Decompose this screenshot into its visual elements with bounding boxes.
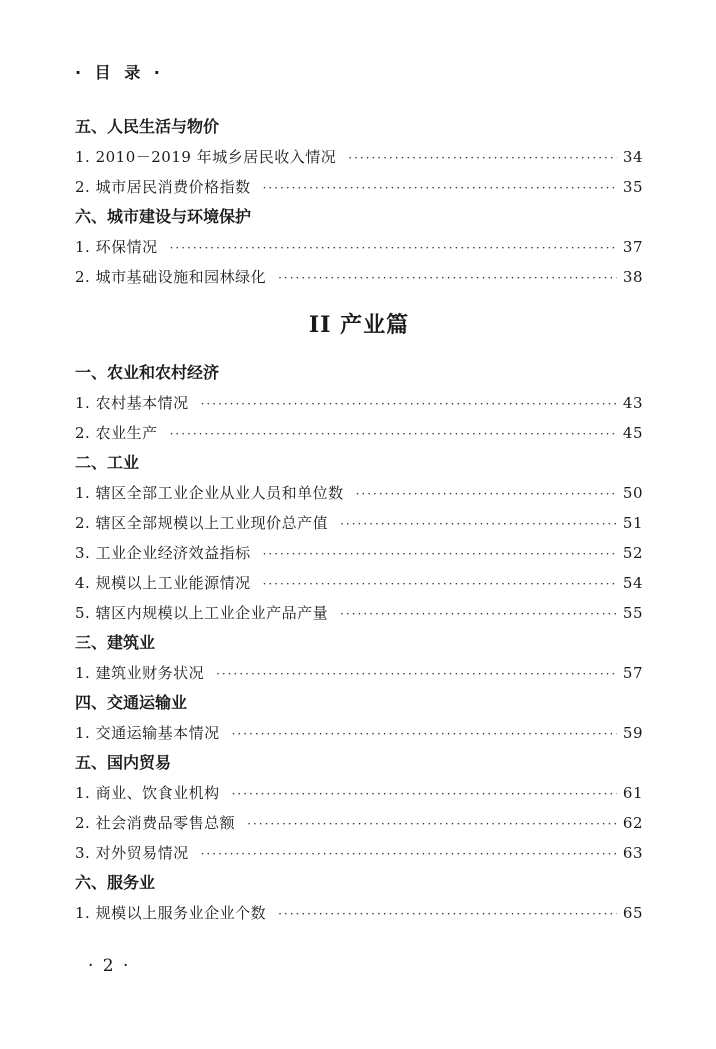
running-header: · 目 录 · xyxy=(75,63,164,82)
toc-entry-page: 61 xyxy=(622,784,643,802)
toc-entry-title: 2. 农业生产 xyxy=(75,424,158,442)
toc-entry[interactable] xyxy=(75,142,643,172)
toc-entry-page: 52 xyxy=(622,544,643,562)
toc-entry[interactable] xyxy=(75,388,643,418)
toc-entry-page: 63 xyxy=(622,844,643,862)
toc-entry-page: 50 xyxy=(622,484,643,502)
toc-entry-page: 65 xyxy=(622,904,643,922)
leader-dots xyxy=(232,779,617,809)
toc-groups-top xyxy=(75,112,643,292)
section-title: 五、人民生活与物价 xyxy=(75,117,220,136)
toc-entry[interactable] xyxy=(75,418,643,448)
leader-dots xyxy=(263,173,617,203)
toc-entry-page: 45 xyxy=(622,424,643,442)
part-title: II 产业篇 xyxy=(308,312,410,338)
toc-entry[interactable] xyxy=(75,718,643,748)
leader-dots xyxy=(278,899,617,929)
section-title: 六、服务业 xyxy=(75,873,156,892)
section-title: 四、交通运输业 xyxy=(75,693,188,712)
toc-entry-title: 1. 辖区全部工业企业从业人员和单位数 xyxy=(75,484,344,502)
toc-entry[interactable] xyxy=(75,808,643,838)
page-number: · 2 · xyxy=(88,956,131,976)
leader-dots xyxy=(201,839,617,869)
toc-entry[interactable] xyxy=(75,508,643,538)
leader-dots xyxy=(170,419,617,449)
toc-entry[interactable] xyxy=(75,898,643,928)
leader-dots xyxy=(356,479,617,509)
toc-entry-page: 38 xyxy=(622,268,643,286)
toc-entry[interactable] xyxy=(75,838,643,868)
toc-entry[interactable] xyxy=(75,538,643,568)
toc-entry-title: 3. 对外贸易情况 xyxy=(75,844,189,862)
toc-entry-page: 34 xyxy=(622,148,643,166)
toc-entry-page: 43 xyxy=(622,394,643,412)
section-title: 一、农业和农村经济 xyxy=(75,363,220,382)
toc-entry-title: 1. 商业、饮食业机构 xyxy=(75,784,220,802)
toc-entry[interactable] xyxy=(75,568,643,598)
toc-entry[interactable] xyxy=(75,232,643,262)
toc-entry-page: 54 xyxy=(622,574,643,592)
toc-entry-page: 35 xyxy=(622,178,643,196)
toc-entry-title: 4. 规模以上工业能源情况 xyxy=(75,574,251,592)
leader-dots xyxy=(247,809,617,839)
toc-entry-title: 1. 2010－2019 年城乡居民收入情况 xyxy=(75,148,337,166)
leader-dots xyxy=(278,263,617,293)
toc-entry-page: 51 xyxy=(622,514,643,532)
toc-entry-title: 2. 辖区全部规模以上工业现价总产值 xyxy=(75,514,329,532)
toc-entry-page: 57 xyxy=(622,664,643,682)
leader-dots xyxy=(348,143,617,173)
toc-entry-title: 3. 工业企业经济效益指标 xyxy=(75,544,251,562)
toc-entry-title: 1. 农村基本情况 xyxy=(75,394,189,412)
toc-groups-bottom xyxy=(75,358,643,928)
toc-entry-title: 1. 环保情况 xyxy=(75,238,158,256)
leader-dots xyxy=(263,539,617,569)
section-title: 三、建筑业 xyxy=(75,633,156,652)
toc-entry-page: 37 xyxy=(622,238,643,256)
leader-dots xyxy=(201,389,617,419)
toc-entry-title: 1. 规模以上服务业企业个数 xyxy=(75,904,267,922)
toc-entry-page: 55 xyxy=(622,604,643,622)
toc-entry[interactable] xyxy=(75,598,643,628)
leader-dots xyxy=(170,233,617,263)
toc-entry-page: 59 xyxy=(622,724,643,742)
toc-entry-title: 2. 社会消费品零售总额 xyxy=(75,814,236,832)
leader-dots xyxy=(232,719,617,749)
table-of-contents xyxy=(75,112,643,928)
toc-entry[interactable] xyxy=(75,658,643,688)
toc-entry-title: 1. 建筑业财务状况 xyxy=(75,664,205,682)
leader-dots xyxy=(263,569,617,599)
toc-entry-page: 62 xyxy=(622,814,643,832)
leader-dots xyxy=(216,659,617,689)
section-title: 六、城市建设与环境保护 xyxy=(75,207,252,226)
toc-entry[interactable] xyxy=(75,262,643,292)
toc-entry-title: 2. 城市居民消费价格指数 xyxy=(75,178,251,196)
toc-entry[interactable] xyxy=(75,478,643,508)
section-title: 二、工业 xyxy=(75,453,140,472)
toc-entry[interactable] xyxy=(75,172,643,202)
leader-dots xyxy=(340,599,617,629)
toc-entry-title: 5. 辖区内规模以上工业企业产品产量 xyxy=(75,604,329,622)
toc-entry[interactable] xyxy=(75,778,643,808)
toc-entry-title: 1. 交通运输基本情况 xyxy=(75,724,220,742)
toc-entry-title: 2. 城市基础设施和园林绿化 xyxy=(75,268,267,286)
leader-dots xyxy=(340,509,617,539)
section-title: 五、国内贸易 xyxy=(75,753,172,772)
